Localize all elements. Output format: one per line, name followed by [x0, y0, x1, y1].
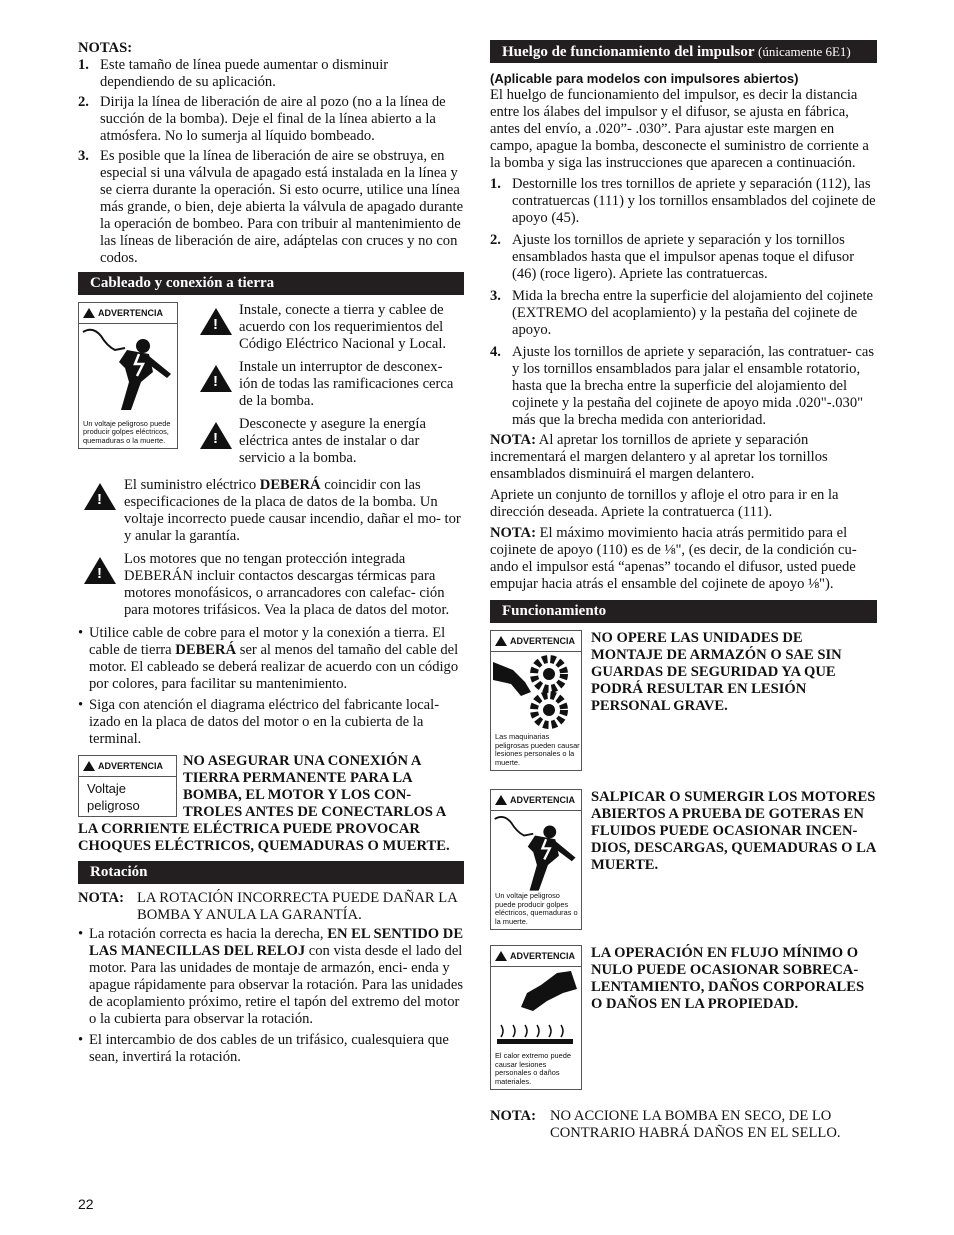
warning-triangle-icon: [495, 795, 507, 805]
warning-item: ! Los motores que no tengan protección integrada DEBERÁN incluir contactos descargas térmicas para motores monofásicos, o arrancadores con calefac- ción para motores trifásicos. Vea la placa de datos del motor.: [84, 551, 464, 619]
warning-triangle-icon: [495, 951, 507, 961]
list-item: 4. Ajuste los tornillos de apriete y separación, las contratuer- cas y los tornillos ensamblados para jalar el ensamble rotatorio, hasta que la brecha entre la superficie del alojamiento del cojinete y la pestaña del cojinete de apoyo mida .020"-.030" más que la brecha medida con anterioridad.: [490, 344, 874, 428]
warning-item: ! Instale, conecte a tierra y cablee de acuerdo con los requerimientos del Código Eléctrico Nacional y Local.: [200, 302, 464, 353]
huelgo-para: Apriete un conjunto de tornillos y afloje el otro para ir en la dirección deseada. Apriete la contratuerca (111).: [490, 487, 839, 520]
electric-shock-icon: [491, 811, 581, 895]
notas-heading: NOTAS:: [78, 40, 133, 56]
warning-triangle-icon: !: [200, 365, 232, 392]
warning-sign-heat: ADVERTENCIA El calor extremo puede causar lesiones personales o daños materiales.: [490, 945, 582, 1090]
list-item: 3. Mida la brecha entre la superficie del alojamiento del cojinete (EXTREMO del acoplamiento) y la pestaña del cojinete de apoyo.: [490, 288, 874, 338]
list-item: 2. Ajuste los tornillos de apriete y separación y los tornillos ensamblados hasta que el impulsor apenas toque el difusor (46) (roce ligero). Apriete las contratuercas.: [490, 232, 855, 282]
list-item: 1. Destornille los tres tornillos de apriete y separación (112), las contratuercas (111) y los tornillos ensamblados del cojinete de apoyo (45).: [490, 176, 876, 226]
warning-triangle-icon: [495, 636, 507, 646]
warning-sign-machinery: ADVERTENCIA Las maquinarias peligrosas pueden causar lesiones personales o la muerte.: [490, 630, 582, 771]
warning-item: ! Instale un interruptor de desconex- ión de todas las ramificaciones cerca de la bomba.: [200, 359, 464, 410]
bullet-item: • La rotación correcta es hacia la derecha, EN EL SENTIDO DE LAS MANECILLAS DEL RELOJ con vista desde el lado del motor. Para las unidades de montaje de armazón, enci- enda y apague rápidamente para observar la rotación. Para las unidades de acoplamiento próximo, retire el tapón del extremo del motor o la cubierta para observar la rotación.: [78, 926, 464, 1028]
warning-triangle-icon: [83, 761, 95, 771]
section-header-funcionamiento: Funcionamiento: [490, 600, 877, 623]
warning-item: ADVERTENCIA El calor extremo puede causar lesiones personales o daños materiales. LA OPERACIÓN EN FLUJO MÍNIMO O NULO PUEDE OCASIONAR SOBRECA- LENTAMIENTO, DAÑOS CORPORALES O DAÑOS EN LA PROPIEDAD.: [490, 945, 877, 1090]
warning-triangle-icon: [83, 308, 95, 318]
list-item: 2. Dirija la línea de liberación de aire al pozo (no a la línea de succión de la bomba). Deje el final de la línea abierto a la atmósfera. No lo sumerja al líquido bombeado.: [78, 94, 446, 144]
right-column: [490, 40, 877, 1142]
cableado-top: [78, 302, 464, 473]
warning-triangle-icon: !: [84, 557, 116, 584]
bullet-item: • El intercambio de dos cables de un trifásico, cualesquiera que sean, invertirá la rotación.: [78, 1032, 464, 1066]
warning-triangle-icon: !: [200, 308, 232, 335]
section-header-cableado: Cableado y conexión a tierra: [78, 272, 464, 295]
warning-item: ! Desconecte y asegure la energía eléctrica antes de instalar o dar servicio a la bomba.: [200, 416, 464, 467]
huelgo-nota2: NOTA: El máximo movimiento hacia atrás permitido para el cojinete de apoyo (110) es de ⅛", (es decir, de la condición cu- ando el impulsor está “apenas” tocando el difusor, usted puede empujar hacia atrás el ensamble del cojinete de apoyo ⅛").: [490, 525, 857, 592]
notas-list: [78, 57, 464, 267]
warning-sign-electric: ADVERTENCIA Un voltaje peligroso puede producir golpes eléctricos, quemaduras o la muerte.: [490, 789, 582, 930]
huelgo-steps: [490, 176, 877, 429]
page-number: 22: [78, 1196, 94, 1212]
rotacion-nota: NOTA: LA ROTACIÓN INCORRECTA PUEDE DAÑAR LA BOMBA Y ANULA LA GARANTÍA.: [78, 890, 457, 923]
hot-surface-icon: [491, 967, 581, 1051]
huelgo-intro: El huelgo de funcionamiento del impulsor, es decir la distancia entre los álabes del impulsor y el difusor, se ajusta en fábrica, antes del envío, a .020”- .030”. Para ajustar este margen en campo, apague la bomba, desconecte el suministro de corriente a la bomba y siga las instrucciones que aparecen a continuación.: [490, 87, 869, 171]
list-item: 1. Este tamaño de línea puede aumentar o disminuir dependiendo de su aplicación.: [78, 57, 389, 90]
gears-hand-icon: [491, 652, 581, 738]
funcionamiento-nota: NOTA: NO ACCIONE LA BOMBA EN SECO, DE LO CONTRARIO HABRÁ DAÑOS EN EL SELLO.: [490, 1108, 841, 1141]
bullet-item: • Siga con atención el diagrama eléctrico del fabricante local- izado en la placa de datos del motor o en la cubierta de la terminal.: [78, 697, 464, 748]
bullet-item: • Utilice cable de cobre para el motor y la conexión a tierra. El cable de tierra DEBERÁ ser al menos del tamaño del cable del motor. El cableado se deberá realizar de acuerdo con un código por colores, para facilitar su mantenimiento.: [78, 625, 464, 693]
huelgo-subhead: (Aplicable para modelos con impulsores abiertos): [490, 71, 799, 86]
warning-item: ADVERTENCIA Las maquinarias peligrosas pueden causar lesiones personales o la muerte. NO OPERE LAS UNIDADES DE MONTAJE DE ARMAZÓN O SAE SIN GUARDAS DE SEGURIDAD YA QUE PODRÁ RESULTAR EN LESIÓN PERSONAL GRAVE.: [490, 630, 877, 771]
electric-shock-icon: [79, 324, 177, 414]
section-header-huelgo: Huelgo de funcionamiento del impulsor (únicamente 6E1): [490, 40, 877, 63]
left-column: [78, 40, 464, 1066]
section-header-rotacion: Rotación: [78, 861, 464, 884]
warning-item: ! El suministro eléctrico DEBERÁ coincidir con las especificaciones de la placa de datos de la bomba. Un voltaje incorrecto puede causar incendio, dañar el mo- tor y anular la garantía.: [84, 477, 464, 545]
warning-item: ADVERTENCIA Un voltaje peligroso puede producir golpes eléctricos, quemaduras o la muerte. SALPICAR O SUMERGIR LOS MOTORES ABIERTOS A PRUEBA DE GOTERAS EN FLUIDOS PUEDE OCASIONAR INCEN- DIOS, DESCARGAS, QUEMADURAS O LA MUERTE.: [490, 789, 877, 930]
list-item: 3. Es posible que la línea de liberación de aire se obstruya, en especial si una válvula de apagado está instalada en la línea y se cierra durante la operación. Si esto ocurre, utilice una línea más grande, o bien, deje abierta la válvula de apagado durante la operación de bombeo. Para con tribuir al mantenimiento de las líneas de liberación de aire, adáptelas con cruces y no con codos.: [78, 148, 464, 266]
warning-sign-electric: ADVERTENCIA Un voltaje peligroso puede producir golpes eléctricos, quemaduras o la muerte.: [78, 302, 178, 449]
ground-warning: ADVERTENCIA Voltaje peligroso NO ASEGURAR UNA CONEXIÓN A TIERRA PERMANENTE PARA LA BOMBA, EL MOTOR Y LOS CON- TROLES ANTES DE CONECTARLOS A LA CORRIENTE ELÉCTRICA PUEDE PROVOCAR CHOQUES ELÉCTRICOS, QUEMADURAS O MUERTE.: [78, 753, 450, 854]
warning-triangle-icon: !: [84, 483, 116, 510]
warning-sign-voltage: ADVERTENCIA Voltaje peligroso: [78, 755, 177, 817]
warning-triangle-icon: !: [200, 422, 232, 449]
huelgo-nota1: NOTA: Al apretar los tornillos de apriete y separación incrementará el margen delantero y al apretar los tornillos ensamblados disminuirá el margen delantero.: [490, 432, 828, 482]
